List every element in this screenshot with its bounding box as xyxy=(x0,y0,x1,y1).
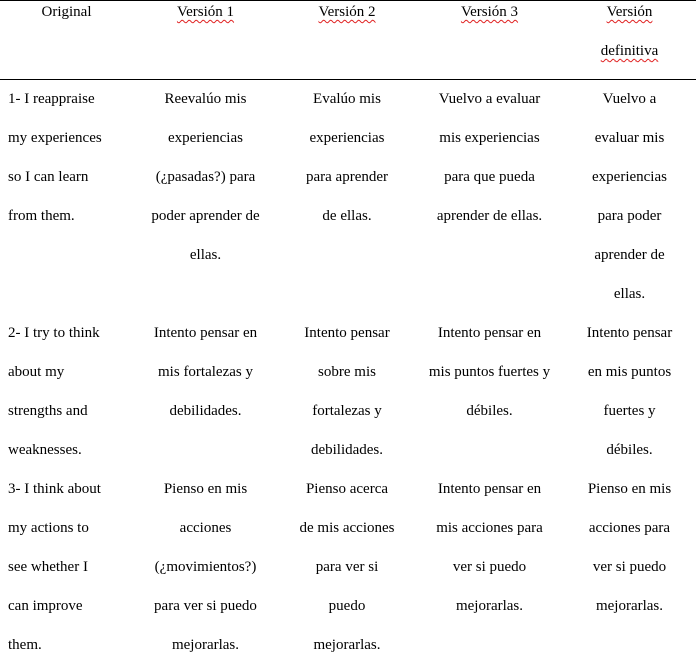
header-line: Original xyxy=(2,1,131,24)
header-version-1 xyxy=(133,1,278,80)
cell-line: ellas. xyxy=(565,275,694,314)
cell-version-1 xyxy=(133,470,278,665)
cell-line: Vuelvo a xyxy=(565,80,694,119)
cell-line: Pienso acerca xyxy=(280,470,414,509)
cell-version-3 xyxy=(416,80,563,315)
cell-version-2 xyxy=(278,314,416,470)
cell-version-3 xyxy=(416,470,563,665)
cell-line: mis acciones para xyxy=(418,509,561,548)
header-row xyxy=(0,1,696,80)
cell-line: para aprender xyxy=(280,158,414,197)
cell-line: strengths and xyxy=(8,392,129,431)
cell-line: see whether I xyxy=(8,548,129,587)
cell-version-1 xyxy=(133,80,278,315)
cell-original xyxy=(0,470,133,665)
header-line: definitiva xyxy=(601,43,658,59)
cell-line: mejorarlas. xyxy=(280,626,414,665)
cell-version-2 xyxy=(278,470,416,665)
cell-line: evaluar mis xyxy=(565,119,694,158)
cell-line: about my xyxy=(8,353,129,392)
cell-line: Vuelvo a evaluar xyxy=(418,80,561,119)
cell-line: ellas. xyxy=(135,236,276,275)
cell-version-1 xyxy=(133,314,278,470)
cell-line: my experiences xyxy=(8,119,129,158)
cell-line: acciones xyxy=(135,509,276,548)
cell-line: fuertes y xyxy=(565,392,694,431)
cell-line: experiencias xyxy=(280,119,414,158)
cell-line: weaknesses. xyxy=(8,431,129,470)
cell-line: mis experiencias xyxy=(418,119,561,158)
cell-line: en mis puntos xyxy=(565,353,694,392)
cell-line: Intento pensar en xyxy=(418,470,561,509)
cell-line: para ver si puedo xyxy=(135,587,276,626)
cell-line: ver si puedo xyxy=(418,548,561,587)
header-line: Versión 2 xyxy=(318,4,375,20)
cell-line: para ver si xyxy=(280,548,414,587)
cell-line: para que pueda xyxy=(418,158,561,197)
cell-line: mejorarlas. xyxy=(135,626,276,665)
cell-line: mejorarlas. xyxy=(418,587,561,626)
cell-line: débiles. xyxy=(418,392,561,431)
header-line: Versión xyxy=(607,4,653,20)
cell-line: fortalezas y xyxy=(280,392,414,431)
cell-line: can improve xyxy=(8,587,129,626)
header-line: Versión 1 xyxy=(177,4,234,20)
cell-line: them. xyxy=(8,626,129,665)
cell-line: experiencias xyxy=(135,119,276,158)
cell-line: acciones para xyxy=(565,509,694,548)
table-row xyxy=(0,470,696,665)
cell-line: debilidades. xyxy=(280,431,414,470)
cell-line: my actions to xyxy=(8,509,129,548)
cell-line: aprender de xyxy=(565,236,694,275)
cell-line: mis puntos fuertes y xyxy=(418,353,561,392)
cell-line: Intento pensar en xyxy=(135,314,276,353)
cell-line: Pienso en mis xyxy=(135,470,276,509)
table-row xyxy=(0,314,696,470)
cell-line: ver si puedo xyxy=(565,548,694,587)
header-original xyxy=(0,1,133,80)
table-body xyxy=(0,80,696,665)
cell-line: Intento pensar xyxy=(565,314,694,353)
cell-line: aprender de ellas. xyxy=(418,197,561,236)
cell-version-2 xyxy=(278,80,416,315)
header-version-2 xyxy=(278,1,416,80)
cell-line: so I can learn xyxy=(8,158,129,197)
cell-line: Pienso en mis xyxy=(565,470,694,509)
cell-line: Reevalúo mis xyxy=(135,80,276,119)
cell-final-version xyxy=(563,470,696,665)
cell-line: débiles. xyxy=(565,431,694,470)
cell-line: 2- I try to think xyxy=(8,314,129,353)
cell-final-version xyxy=(563,314,696,470)
cell-line: poder aprender de xyxy=(135,197,276,236)
cell-line: from them. xyxy=(8,197,129,236)
cell-line: de mis acciones xyxy=(280,509,414,548)
cell-original xyxy=(0,314,133,470)
cell-line: debilidades. xyxy=(135,392,276,431)
header-line: Versión 3 xyxy=(461,4,518,20)
cell-line: para poder xyxy=(565,197,694,236)
cell-line: 3- I think about xyxy=(8,470,129,509)
cell-line: Evalúo mis xyxy=(280,80,414,119)
cell-line: mejorarlas. xyxy=(565,587,694,626)
cell-original xyxy=(0,80,133,315)
table-header xyxy=(0,1,696,80)
cell-line: puedo xyxy=(280,587,414,626)
cell-final-version xyxy=(563,80,696,315)
cell-line: Intento pensar xyxy=(280,314,414,353)
cell-version-3 xyxy=(416,314,563,470)
cell-line: (¿movimientos?) xyxy=(135,548,276,587)
cell-line: Intento pensar en xyxy=(418,314,561,353)
header-final-version xyxy=(563,1,696,80)
cell-line: sobre mis xyxy=(280,353,414,392)
cell-line: de ellas. xyxy=(280,197,414,236)
table-row xyxy=(0,80,696,315)
cell-line: (¿pasadas?) para xyxy=(135,158,276,197)
cell-line: mis fortalezas y xyxy=(135,353,276,392)
header-version-3 xyxy=(416,1,563,80)
cell-line: experiencias xyxy=(565,158,694,197)
cell-line: 1- I reappraise xyxy=(8,80,129,119)
